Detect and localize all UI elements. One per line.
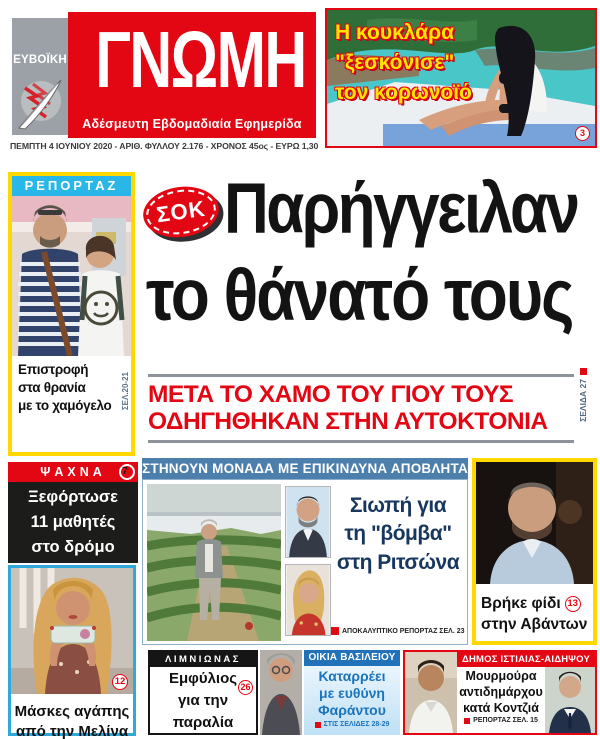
lead-subhead-line1: ΜΕΤΑ ΤΟ ΧΑΜΟ ΤΟΥ ΓΙΟΥ ΤΟΥΣ [148,381,514,408]
ritsona-footer-text: ΑΠΟΚΑΛΥΠΤΙΚΟ ΡΕΠΟΡΤΑΖ ΣΕΛ. 23 [342,627,465,635]
istiaia-box [403,650,597,735]
ritsona-headline-line: τη "βόμβα" [344,522,452,546]
istiaia-header: ΔΗΜΟΣ ΙΣΤΙΑΙΑΣ-ΑΙΔΗΨΟΥ [457,652,595,667]
rule [148,374,574,377]
reportage-header: ΡΕΠΟΡΤΑΖ [12,176,131,196]
istiaia-right-photo [545,667,595,733]
psachna-line: 11 μαθητές [30,512,116,531]
lead-headline-line1: Παρήγγειλαν [224,169,578,249]
istiaia-right-panel [457,652,595,733]
ritsona-footer [331,627,465,635]
limnionas-man-photo [260,650,302,735]
avanton-box [472,458,597,645]
avanton-caption [476,589,593,636]
vasileiou-line: με ευθύνη [319,685,385,702]
ritsona-headline-line: Σιωπή για [349,494,447,517]
teaser-line: τον κορωνοϊό [335,80,472,104]
dateline: ΠΕΜΠΤΗ 4 ΙΟΥΝΙΟΥ 2020 - ΑΡΙΘ. ΦΥΛΛΟΥ 2.176 - ΧΡΟΝΟΣ 45ος - ΕΥΡΩ 1,30 [10,141,319,151]
region-label: ΕΥΒΟΪΚΗ [13,54,67,66]
teaser-headline [335,18,472,107]
limnionas-text [150,668,256,733]
psachna-header: ΨΑΧΝΑ [40,465,106,479]
vasileiou-text [304,666,400,719]
vasileiou-footer-text: ΣΤΙΣ ΣΕΛΙΔΕΣ 28-29 [323,721,390,729]
psachna-header-strip [8,462,138,482]
vasileiou-footer [304,721,400,728]
vasileiou-line: Φαράντου [318,702,386,719]
masthead-region-box [12,18,68,135]
official-portrait-photo [285,486,331,558]
official-portrait-photo [285,564,331,636]
vineyard-photo [147,484,281,641]
melina-page-badge: 12 [112,674,128,690]
avanton-caption-line1 [481,594,589,615]
ritsona-box [142,479,468,645]
reportage-caption [12,356,131,414]
reportage-box [8,172,135,456]
lead-headline-line2: το θάνατό τους [146,253,573,336]
limnionas-line: παραλία [172,713,234,731]
red-square-marker [580,368,587,375]
istiaia-line: κατά Κοντζιά [463,701,539,715]
teaser-line: Η κουκλάρα [335,21,455,44]
limnionas-line: Εμφύλιος [168,670,238,687]
melina-caption-line: Μάσκες αγάπης [14,703,130,720]
limnionas-line: για την [177,691,229,709]
caption-line: με το χαμόγελο [18,397,112,413]
psachna-line: στο δρόμο [31,537,115,556]
istiaia-content [457,667,595,733]
limnionas-page-badge: 26 [238,680,253,695]
psachna-text [8,485,138,559]
avanton-page-badge: 13 [565,596,581,612]
reportage-photo [12,196,131,356]
melina-caption-line: από την Μελίνα [15,722,129,739]
psachna-box [8,462,138,563]
vasileiou-box [304,650,400,735]
istiaia-text [457,667,545,716]
caption-line: Επιστροφή [18,362,89,377]
newspaper-tagline: Αδέσμευτη Εβδομαδιαία Εφημερίδα [82,117,302,131]
avanton-photo [476,462,593,584]
newspaper-title: ΓΝΩΜΗ [95,15,306,105]
sok-badge-label: ΣΟΚ [154,195,208,228]
teaser-page-badge: 3 [575,126,590,141]
vasileiou-body [304,666,400,735]
rule [148,440,574,443]
lead-subhead-line2: ΟΔΗΓΗΘΗΚΑΝ ΣΤΗΝ ΑΥΤΟΚΤΟΝΙΑ [148,408,548,436]
avanton-caption-text: Βρήκε φίδι [481,595,561,612]
teaser-line: "ξεσκόνισε" [335,50,455,74]
limnionas-header: ΛΙΜΝΙΩΝΑΣ [150,652,256,667]
melina-box [8,565,136,739]
red-square-bullet [315,722,321,728]
avanton-caption-line2: στην Αβάντων [481,615,588,633]
caption-line: στα θρανία [18,379,86,395]
lead-page-ref: ΣΕΛΙΔΑ 27 [578,379,588,422]
ritsona-headline-line: στη Ριτσώνα [336,550,460,574]
istiaia-line: Μουρμούρα [465,669,537,683]
melina-caption [11,702,133,739]
lightning-quill-logo-icon [17,74,63,130]
istiaia-line: αντιδημάρχου [459,685,543,699]
sok-badge [140,182,222,242]
ritsona-kicker: ΣΤΗΝΟΥΝ ΜΟΝΑΔΑ ΜΕ ΕΠΙΚΙΝΔΥΝΑ ΑΠΟΒΛΗΤΑ [142,458,468,479]
vasileiou-line: Καταρρέει [318,668,386,684]
teaser-story-box [325,8,597,148]
istiaia-textcol [457,667,545,733]
limnionas-box [148,650,258,735]
istiaia-left-photo [405,652,457,733]
psachna-line: Ξεφόρτωσε [27,488,119,506]
red-square-bullet [464,718,470,724]
masthead-title-box [68,12,316,138]
red-square-bullet [331,627,339,635]
vasileiou-header: ΟΙΚΙΑ ΒΑΣΙΛΕΙΟΥ [304,650,400,666]
reportage-page-ref: ΣΕΛ.20-21 [121,371,130,410]
istiaia-footer-text: ΡΕΠΟΡΤΑΖ ΣΕΛ. 15 [473,717,538,724]
psachna-page-badge: 7 [119,464,135,480]
istiaia-footer [457,717,545,724]
ritsona-headline [333,492,463,577]
lead-subhead [148,374,574,443]
